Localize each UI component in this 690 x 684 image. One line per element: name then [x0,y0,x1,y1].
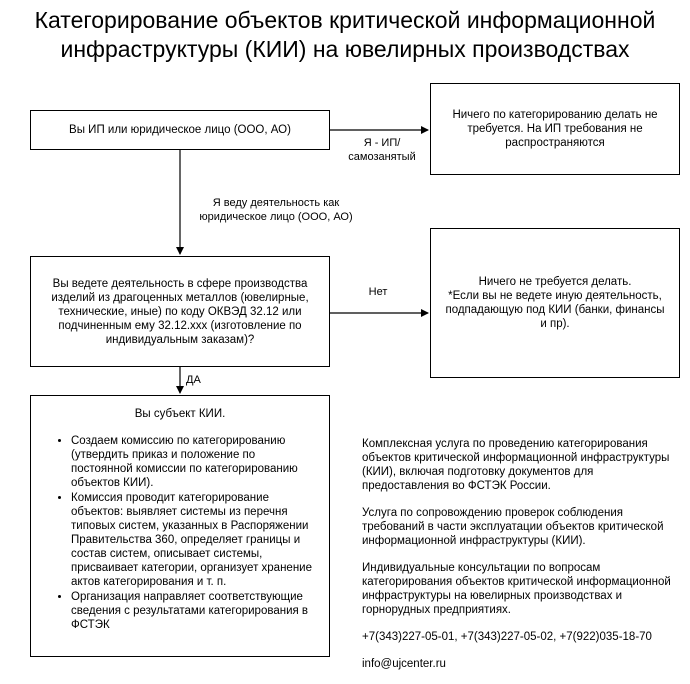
no-result-box [430,228,680,378]
ip-result-text: Ничего по категорированию делать не требуется. На ИП требования не распространяются [452,109,658,149]
kii-title: Вы субъект КИИ. [134,408,226,420]
start-box-text: Вы ИП или юридическое лицо (ООО, АО) [69,124,291,136]
question-box [30,256,330,367]
service-consulting: Индивидуальные консультации по вопросам категорирования объектов критической информационной инфраструктуры на ювелирных производствах и горнорудных предприятиях. [362,562,671,616]
kii-list-item: • Организация направляет соответствующие сведения с результатами категорирования в ФСТЭК [71,590,319,632]
kii-list [31,434,329,632]
contact-phones: +7(343)227-05-01, +7(343)227-05-02, +7(922)035-18-70 [362,631,652,643]
no-result-line-1: Ничего не требуется делать. [478,276,632,288]
kii-box [30,395,330,657]
start-box [30,110,330,150]
contact-email: info@ujcenter.ru [362,658,446,670]
kii-list-item: • Создаем комиссию по категорированию (утвердить приказ и положение по постоянной комиссии по категорированию объектов КИИ). [71,434,319,490]
services-info [362,437,682,684]
title-line-2: инфраструктуры (КИИ) на ювелирных производствах [60,36,630,62]
service-complex: Комплексная услуга по проведению категорирования объектов критической информационной инфраструктуры (КИИ), включая подготовку документов для предоставления во ФСТЭК России. [362,438,670,492]
edge-label-no: Нет [368,286,388,298]
edge-label-yes: ДА [186,374,201,386]
question-text: Вы ведете деятельность в сфере производства изделий из драгоценных металлов (ювелирные, технические, иные) по коду ОКВЭД 32.12 или подчиненным ему 32.12.xxx (изготовление по индивидуальным заказам)? [51,277,309,346]
no-result-line-2: *Если вы не ведете иную деятельность, подпадающую под КИИ (банки, финансы и пр). [445,290,665,330]
ip-result-box [430,83,680,175]
edge-label-legal: Я веду деятельность как юридическое лицо (ООО, АО) [199,197,353,223]
kii-list-item: • Комиссия проводит категорирование объектов: выявляет системы из перечня типовых систем, указанных в Распоряжении Правительства 360, определяет границы и состав систем, описывает системы, присваивает категории, организует хранение актов категорирования и т. п. [71,491,319,589]
title-line-1: Категорирование объектов критической информационной [34,7,656,33]
service-inspection: Услуга по сопровождению проверок соблюдения требований в части эксплуатации объектов критической информационной инфраструктуры (КИИ). [362,507,664,547]
edge-label-ip: Я - ИП/ самозанятый [348,137,416,163]
